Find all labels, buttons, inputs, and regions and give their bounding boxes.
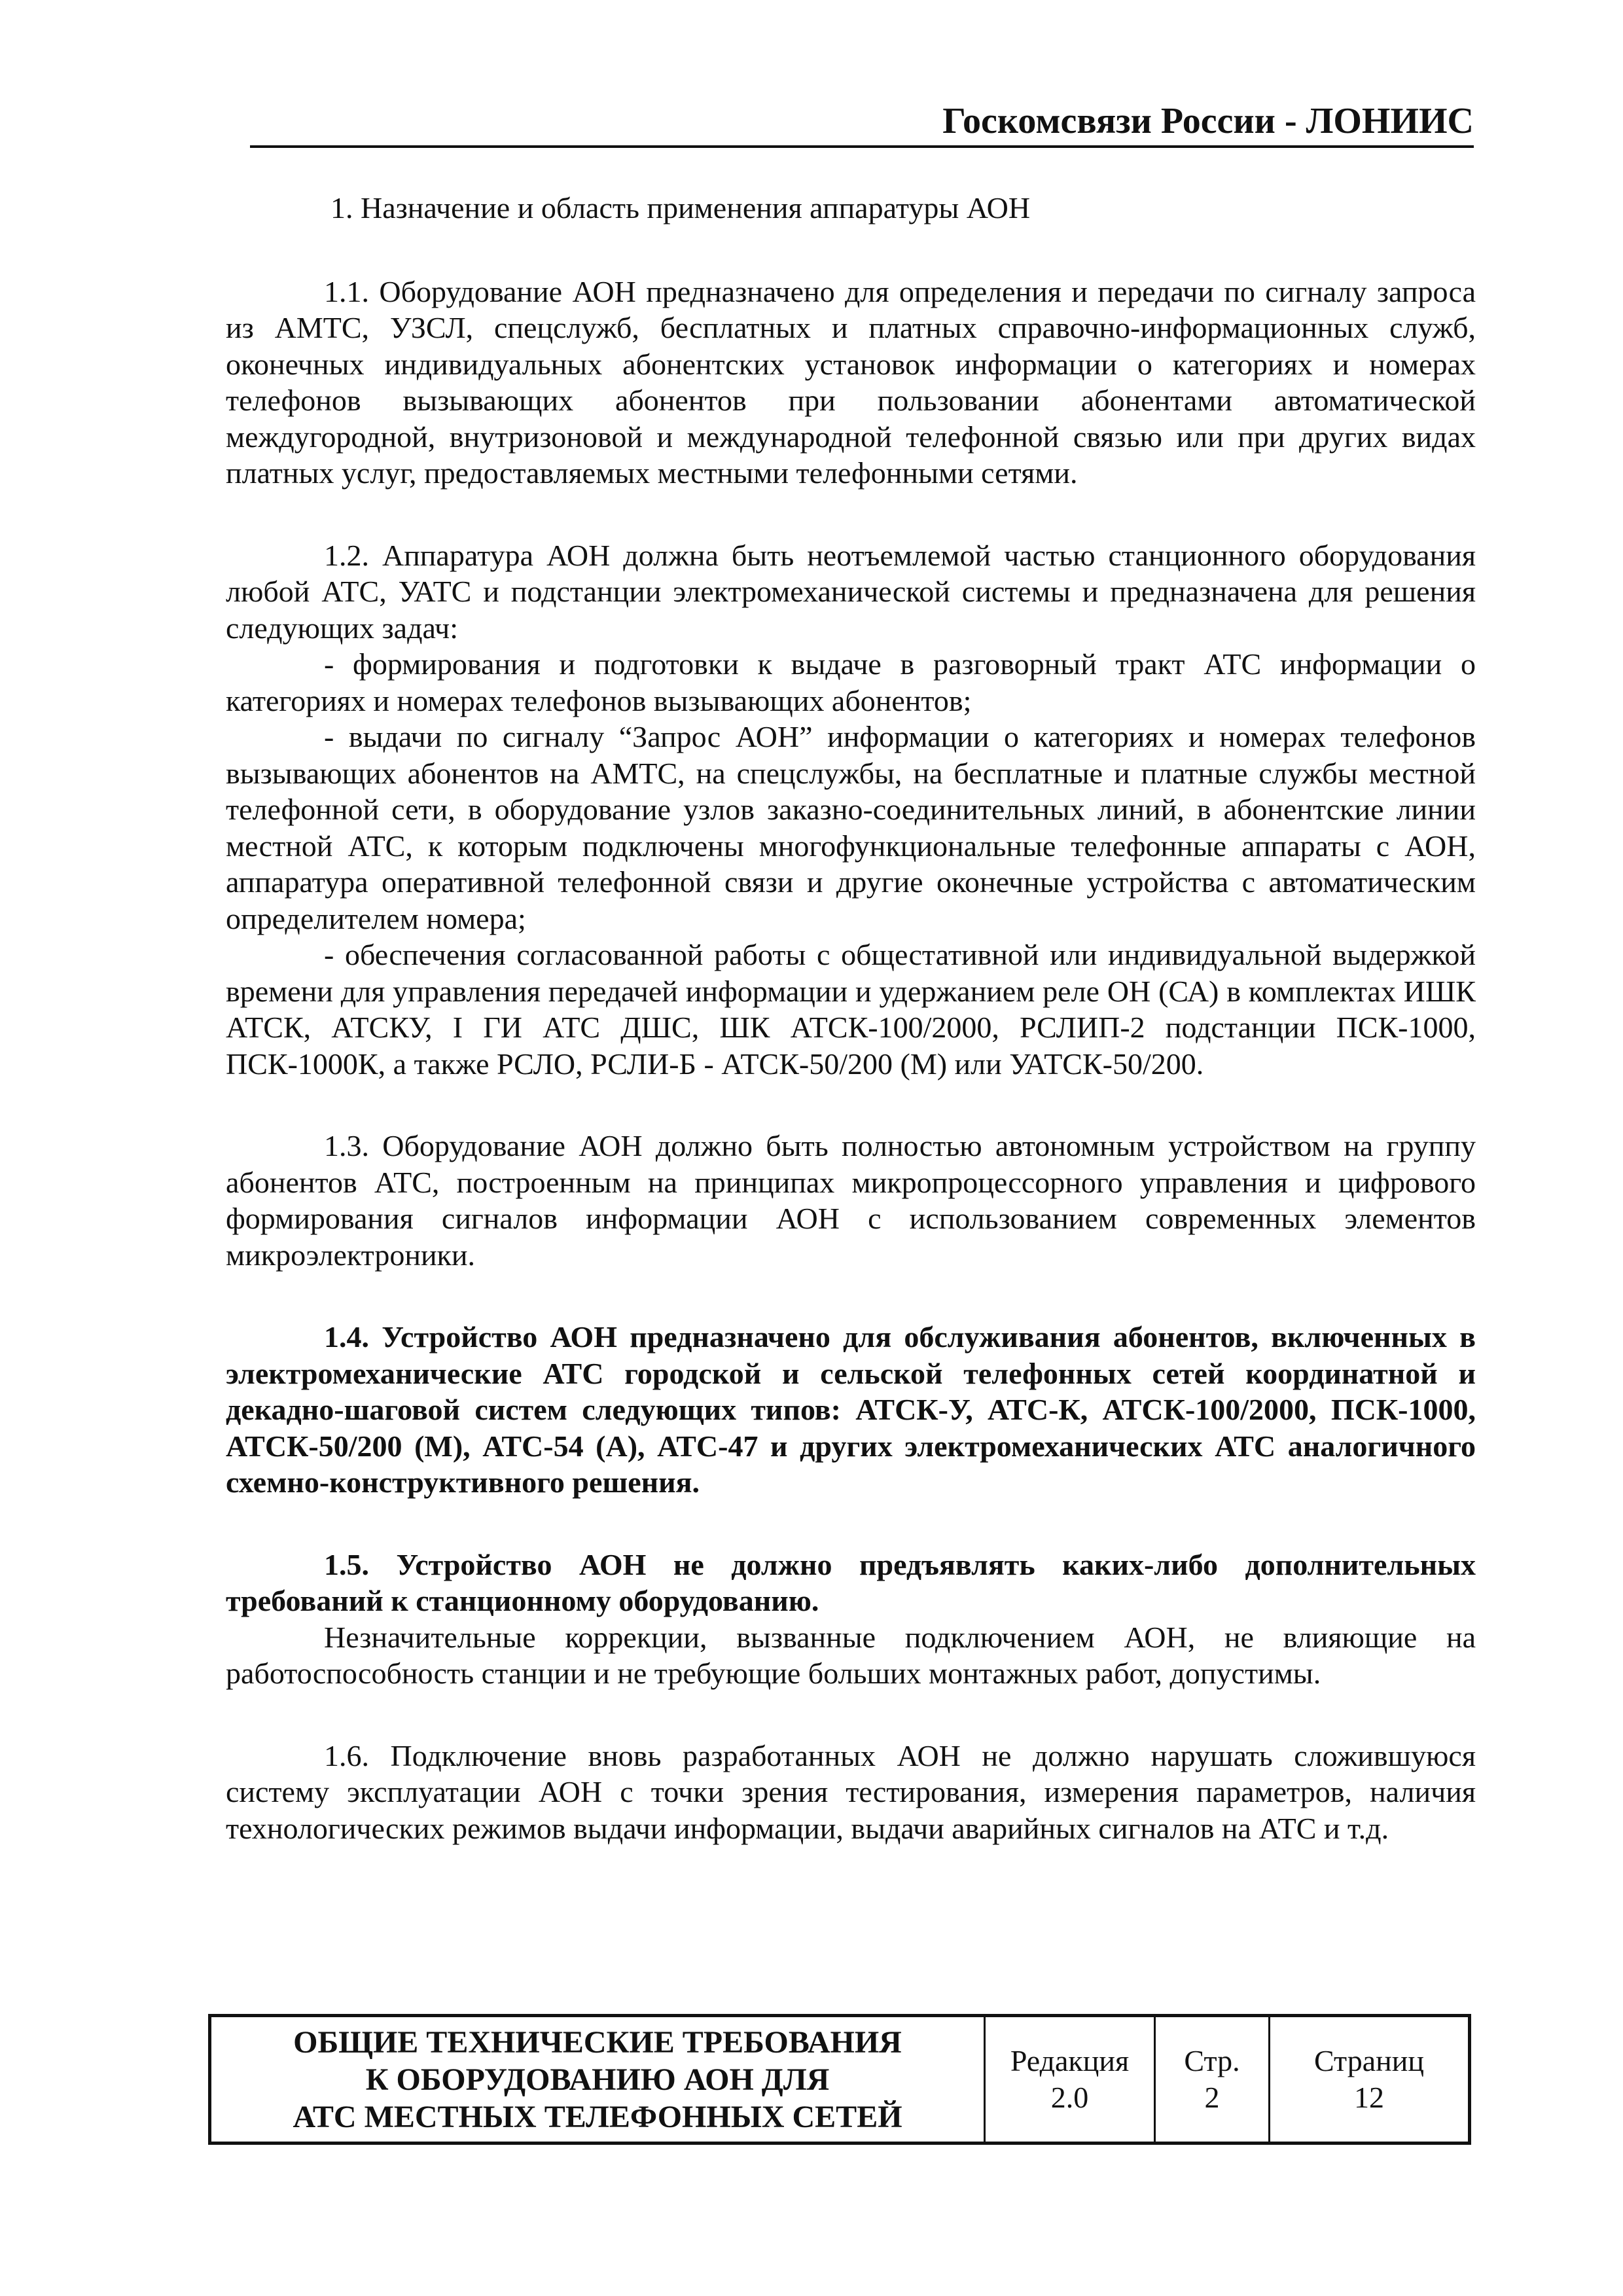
- footer-pages-label: Страниц: [1313, 2044, 1424, 2077]
- section-title: 1. Назначение и область применения аппаратуры АОН: [330, 191, 1031, 224]
- footer-page-label: Стр.: [1184, 2044, 1240, 2077]
- paragraph-1-5-note: Незначительные коррекции, вызванные подключением АОН, не влияющие на работоспособность станции и не требующие больших монтажных работ, допустимы.: [226, 1620, 1476, 1690]
- footer-pages-cell: [1268, 2017, 1468, 2142]
- page-header: Госкомсвязи России - ЛОНИИС: [250, 98, 1474, 148]
- footer-title-line-3: АТС МЕСТНЫХ ТЕЛЕФОННЫХ СЕТЕЙ: [293, 2099, 902, 2134]
- paragraph-1-2: 1.2. Аппаратура АОН должна быть неотъемлемой частью станционного оборудования любой АТС, УАТС и подстанции электромеханической системы и предназначена для решения следующих задач:: [226, 538, 1476, 645]
- paragraph-1-1: 1.1. Оборудование АОН предназначено для определения и передачи по сигналу запроса из АМТС, УЗСЛ, спецслужб, бесплатных и платных справочно-информационных служб, оконечных индивидуальных абонентских установок информации о категориях и номерах телефонов вызывающих абонентов при пользовании абонентами автоматической междугородной, внутризоновой и международной телефонной связью или при других видах платных услуг, предоставляемых местными телефонными сетями.: [226, 274, 1476, 490]
- paragraph-1-6: 1.6. Подключение вновь разработанных АОН не должно нарушать сложившуюся систему эксплуатации АОН с точки зрения тестирования, измерения параметров, наличия технологических режимов выдачи информации, выдачи аварийных сигналов на АТС и т.д.: [226, 1738, 1476, 1845]
- document-body: [226, 190, 1476, 1846]
- footer-edition-label: Редакция: [1010, 2044, 1130, 2077]
- footer-title-line-2: К ОБОРУДОВАНИЮ АОН ДЛЯ: [365, 2062, 830, 2097]
- paragraph-1-4: 1.4. Устройство АОН предназначено для обслуживания абонентов, включенных в электромеханические АТС городской и сельской телефонных сетей координатной и декадно-шаговой систем следующих типов: АТСК-У, АТС-К, АТСК-100/2000, ПСК-1000, АТСК-50/200 (М), АТС-54 (А), АТС-47 и других электромеханических АТС аналогичного схемно-конструктивного решения.: [226, 1320, 1476, 1499]
- footer-title-line-1: ОБЩИЕ ТЕХНИЧЕСКИЕ ТРЕБОВАНИЯ: [293, 2024, 902, 2060]
- footer-page-value: 2: [1204, 2081, 1220, 2114]
- footer-edition-value: 2.0: [1050, 2081, 1089, 2114]
- list-item-1-2-c: - обеспечения согласованной работы с общестативной или индивидуальной выдержкой времени для управления передачей информации и удержанием реле ОН (СА) в комплектах ИШК АТСК, АТСКУ, I ГИ АТС ДШС, ШК АТСК-100/2000, РСЛИП-2 подстанции ПСК-1000, ПСК-1000К, а также РСЛО, РСЛИ-Б - АТСК-50/200 (М) или УАТСК-50/200.: [226, 938, 1476, 1081]
- paragraph-1-3: 1.3. Оборудование АОН должно быть полностью автономным устройством на группу абонентов АТС, построенным на принципах микропроцессорного управления и цифрового формирования сигналов информации АОН с использованием современных элементов микроэлектроники.: [226, 1129, 1476, 1272]
- footer-edition-cell: [984, 2017, 1154, 2142]
- footer-page-cell: [1154, 2017, 1268, 2142]
- list-item-1-2-b: - выдачи по сигналу “Запрос АОН” информации о категориях и номерах телефонов вызывающих абонентов на АМТС, на спецслужбы, на бесплатные и платные службы местной телефонной сети, в оборудование узлов заказно-соединительных линий, в абонентские линии местной АТС, к которым подключены многофункциональные телефонные аппараты с АОН, аппаратура оперативной телефонной связи и другие оконечные устройства с автоматическим определителем номера;: [226, 720, 1476, 935]
- list-item-1-2-a: - формирования и подготовки к выдаче в разговорный тракт АТС информации о категориях и номерах телефонов вызывающих абонентов;: [226, 647, 1476, 717]
- footer-pages-value: 12: [1354, 2081, 1384, 2114]
- paragraph-1-5: 1.5. Устройство АОН не должно предъявлять каких-либо дополнительных требований к станционному оборудованию.: [226, 1547, 1476, 1617]
- footer-document-title: [211, 2017, 984, 2142]
- footer-stamp-table: [208, 2014, 1471, 2145]
